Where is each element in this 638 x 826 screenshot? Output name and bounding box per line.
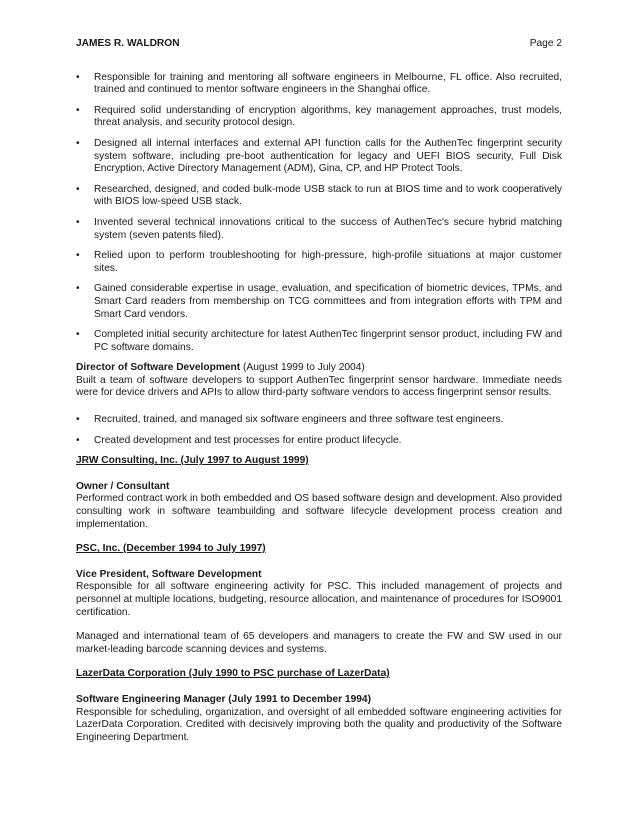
role-title: Owner / Consultant: [76, 480, 170, 492]
list-item: • Researched, designed, and coded bulk-mode USB stack to run at BIOS time and to work cooperatively with BIOS low-speed USB stack.: [76, 183, 562, 208]
company-heading: LazerData Corporation (July 1990 to PSC purchase of LazerData): [76, 668, 390, 680]
bullet-icon: •: [76, 216, 80, 228]
role-title: Vice President, Software Development: [76, 568, 262, 580]
bullet-icon: •: [76, 414, 80, 426]
list-item: • Gained considerable expertise in usage, evaluation, and specification of biometric devices, TPMs, and Smart Card readers from membership on TCG committees and from integration efforts with TPM and Smart Card vendors.: [76, 283, 562, 320]
list-item: • Designed all internal interfaces and external API function calls for the AuthenTec fingerprint security system software, including pre-boot authentication for legacy and UEFI BIOS security, Full Disk Encryption, Active Directory Management (ADM), Gina, CP, and HP Protect Tools.: [76, 137, 562, 175]
list-item: • Required solid understanding of encryption algorithms, key management approaches, trust models, threat analysis, and security protocol design.: [76, 104, 562, 129]
role-description: Performed contract work in both embedded and OS based software design and development. Also provided consulting work in software teambuilding and software lifecycle development process creation and implementation.: [76, 493, 562, 530]
role-description: Responsible for scheduling, organization, and oversight of all embedded software engineering activities for LazerData Corporation. Credited with decisively improving both the quality and productivity of the Software Engineering Department.: [76, 706, 562, 743]
role-dates: (August 1999 to July 2004): [240, 362, 365, 374]
list-item: • Responsible for training and mentoring all software engineers in Melbourne, FL office. Also recruited, trained and continued to mentor software engineers in the Shanghai office.: [76, 71, 562, 96]
bullet-icon: •: [76, 250, 80, 262]
list-item: • Completed initial security architecture for latest AuthenTec fingerprint sensor product, including FW and PC software domains.: [76, 329, 562, 353]
director-section: [76, 362, 562, 447]
author-name: JAMES R. WALDRON: [76, 38, 180, 49]
director-achievements-list: [76, 414, 562, 447]
list-item: • Invented several technical innovations critical to the success of AuthenTec's secure hybrid matching system (seven patents filed).: [76, 216, 562, 241]
role-title: Software Engineering Manager (July 1991 to December 1994): [76, 693, 371, 705]
list-item: • Created development and test processes for entire product lifecycle.: [76, 434, 402, 446]
list-item: • Recruited, trained, and managed six software engineers and three software test engineers.: [76, 414, 504, 426]
role-description: Built a team of software developers to support AuthenTec fingerprint sensor hardware. Immediate needs were for device drivers and APIs to allow third-party software vendors to access fingerprint sensor results.: [76, 374, 562, 399]
bullet-icon: •: [76, 71, 80, 83]
role-description-secondary: Managed and international team of 65 developers and managers to create the FW and SW used in our market-leading barcode scanning devices and systems.: [76, 631, 562, 655]
role-description: Responsible for all software engineering activity for PSC. This included management of projects and personnel at multiple locations, budgeting, resource allocation, and maintenance of procedures for ISO9001 certification.: [76, 581, 562, 618]
bullet-icon: •: [76, 329, 80, 341]
company-heading: PSC, Inc. (December 1994 to July 1997): [76, 543, 266, 555]
bullet-icon: •: [76, 137, 80, 149]
psc-section: [76, 543, 562, 656]
company-heading: JRW Consulting, Inc. (July 1997 to August 1999): [76, 455, 309, 467]
role-title: Director of Software Development: [76, 362, 241, 374]
bullet-icon: •: [76, 283, 80, 295]
authentec-achievements-list: [76, 72, 562, 355]
list-item: • Relied upon to perform troubleshooting for high-pressure, high-profile situations at major customer sites.: [76, 250, 562, 274]
bullet-icon: •: [76, 183, 80, 195]
jrw-section: [76, 455, 562, 531]
bullet-icon: •: [76, 434, 80, 446]
page-header: [76, 38, 562, 51]
lazerdata-section: [76, 668, 562, 744]
page-number: Page 2: [529, 38, 562, 49]
bullet-icon: •: [76, 104, 80, 116]
